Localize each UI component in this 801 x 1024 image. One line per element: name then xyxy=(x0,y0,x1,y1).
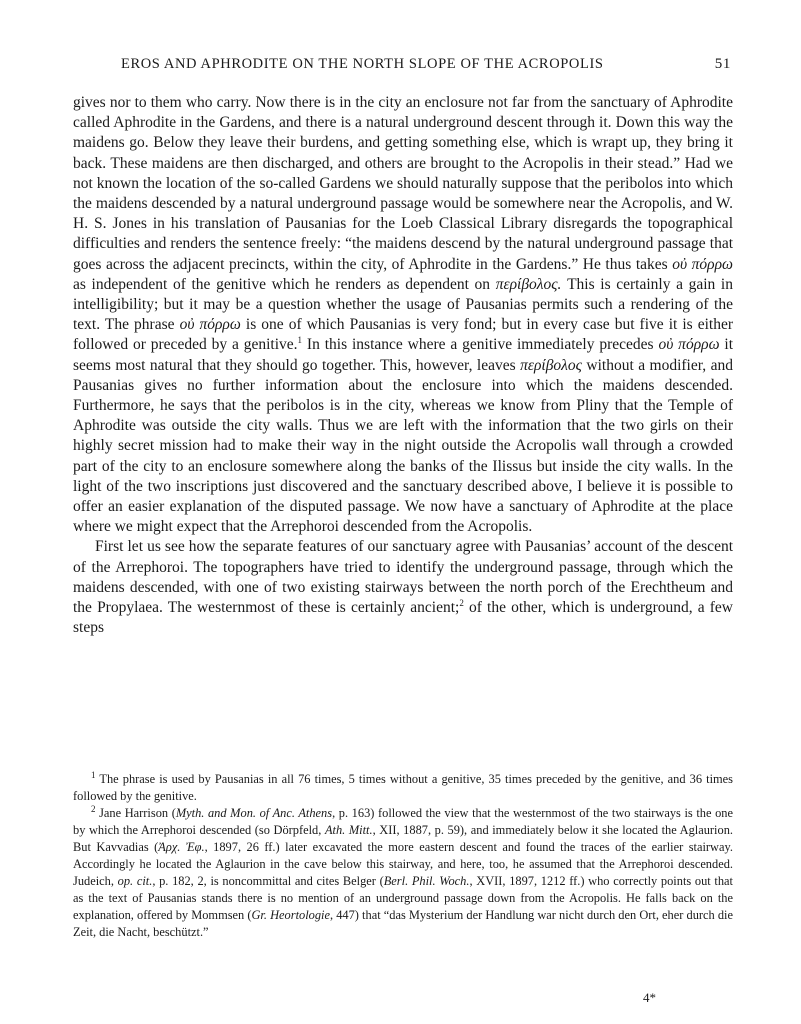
work-title: op. cit. xyxy=(117,874,153,888)
text-run: of the other, which is underground, a few steps xyxy=(73,599,733,637)
text-run: is one of which Pausanias is very fond; but in every case but five it is either followed or preceded by a genitive. xyxy=(73,316,734,354)
work-title: Gr. Heortologie xyxy=(251,908,330,922)
greek-phrase: περίβολος xyxy=(520,356,582,374)
text-run: gives nor to them who carry. Now there is in the city an enclosure not far from the sanctuary of Aphrodite called Aphrodite in the Gardens, and there is a natural underground descent through it. Down this way the maidens go. Below they leave their burdens, and getting something else, which is wrapt up, they bring it back. These maidens are then discharged, and others are brought to the Acropolis in their stead.” Had we not known the location of the so-called Gardens we should naturally suppose that the peribolos into which the maidens descended by a natural underground passage would be somewhere near the Acropolis, and W. H. S. Jones in his translation of Pausanias for the Loeb Classical Library disregards the topographical difficulties and renders the sentence freely: “the maidens descend by the natural underground passage that goes across the adjacent precincts, within the city, of Aphrodite in the Gardens.” He thus takes xyxy=(73,94,733,273)
footnote-text: Jane Harrison ( xyxy=(99,806,176,820)
footnote-text: The phrase is used by Pausanias in all 76 times, 5 times without a genitive, 35 times preceded by the genitive, and 36 times followed by the genitive. xyxy=(73,772,733,803)
footnote-2 xyxy=(73,805,733,941)
text-run: In this instance where a genitive immediately precedes xyxy=(306,336,654,354)
work-title: Myth. and Mon. of Anc. Athens xyxy=(175,806,333,820)
footnote-marker: 2 xyxy=(91,803,96,814)
greek-phrase: οὐ πόρρω xyxy=(658,336,720,354)
running-title: EROS AND APHRODITE ON THE NORTH SLOPE OF THE ACROPOLIS xyxy=(121,56,604,72)
running-header xyxy=(73,56,733,80)
footnote-text: , XII, 1887, p. 59), and immediately below it she located the Aglaurion. But Kavvadias ( xyxy=(73,823,733,854)
footnote-1 xyxy=(73,771,733,805)
text-run: First let us see how the separate features of our sanctuary agree with Pausanias’ account of the descent of the Arrephoroi. The topographers have tried to identify the underground passage, through which the maidens descended, with one of two existing stairways between the north porch of the Erechtheum and the Propylaea. The westernmost of these is certainly ancient; xyxy=(73,538,733,617)
text-run: as independent of the genitive which he renders as dependent on xyxy=(73,275,491,293)
greek-phrase: οὐ πόρρω xyxy=(672,255,733,273)
text-run: it seems most natural that they should go together. This, however, leaves xyxy=(73,336,734,374)
work-title: Ath. Mitt. xyxy=(324,823,373,837)
signature-mark: 4* xyxy=(643,990,656,1005)
main-text xyxy=(73,93,733,638)
text-run: This is certainly a gain in intelligibility; but it may be a question whether the usage of Pausanias permits such a rendering of the text. The phrase xyxy=(73,275,733,334)
greek-phrase: περίβολος. xyxy=(495,275,562,293)
paragraph xyxy=(73,537,733,638)
footnotes xyxy=(73,771,733,941)
footnote-text: , p. 163) followed the view that the westernmost of the two stairways is the one by which the Arrephoroi descended (so Dörpfeld, xyxy=(73,806,733,837)
footnote-marker: 1 xyxy=(91,769,96,780)
footnote-text: , p. 182, 2, is noncommittal and cites Belger ( xyxy=(152,874,384,888)
footnote-text: , 447) that “das Mysterium der Handlung war nicht durch den Ort, eher durch die Zeit, die Nacht, beschützt.” xyxy=(73,908,733,939)
footnote-text: , 1897, 26 ff.) later excavated the more eastern descent and found the traces of the earlier stairway. Accordingly he located the Aglaurion in the cave below this stairway, and here, too, he assumed that the Arrephoroi descended. Judeich, xyxy=(73,840,733,888)
greek-phrase: οὐ πόρρω xyxy=(179,316,241,334)
work-title: Berl. Phil. Woch. xyxy=(383,874,470,888)
footnote-ref[interactable]: 2 xyxy=(459,597,464,608)
paragraph xyxy=(73,93,733,537)
page-number: 51 xyxy=(714,56,731,72)
work-title: Ἀρχ. Ἐφ. xyxy=(158,840,205,854)
footnote-ref[interactable]: 1 xyxy=(297,335,303,346)
text-run: without a modifier, and Pausanias gives no further information about the enclosure into which the maidens descended. Furthermore, he says that the peribolos is in the city, whereas we know from Pliny that the Temple of Aphrodite was outside the city walls. Thus we are left with the information that the two girls on their highly secret mission had to make their way in the night outside the Acropolis wall through a crowded part of the city to an enclosure somewhere along the banks of the Ilissus but inside the city walls. In the light of the two inscriptions just discovered and the sanctuary described above, I believe it is possible to offer an easier explanation of the disputed passage. We now have a sanctuary of Aphrodite at the place where we might expect that the Arrephoroi descended from the Acropolis. xyxy=(73,356,733,536)
footnote-text: , XVII, 1897, 1212 ff.) who correctly points out that as the text of Pausanias stands there is no mention of an underground passage down from the Acropolis. He falls back on the explanation, offered by Mommsen ( xyxy=(73,874,733,922)
